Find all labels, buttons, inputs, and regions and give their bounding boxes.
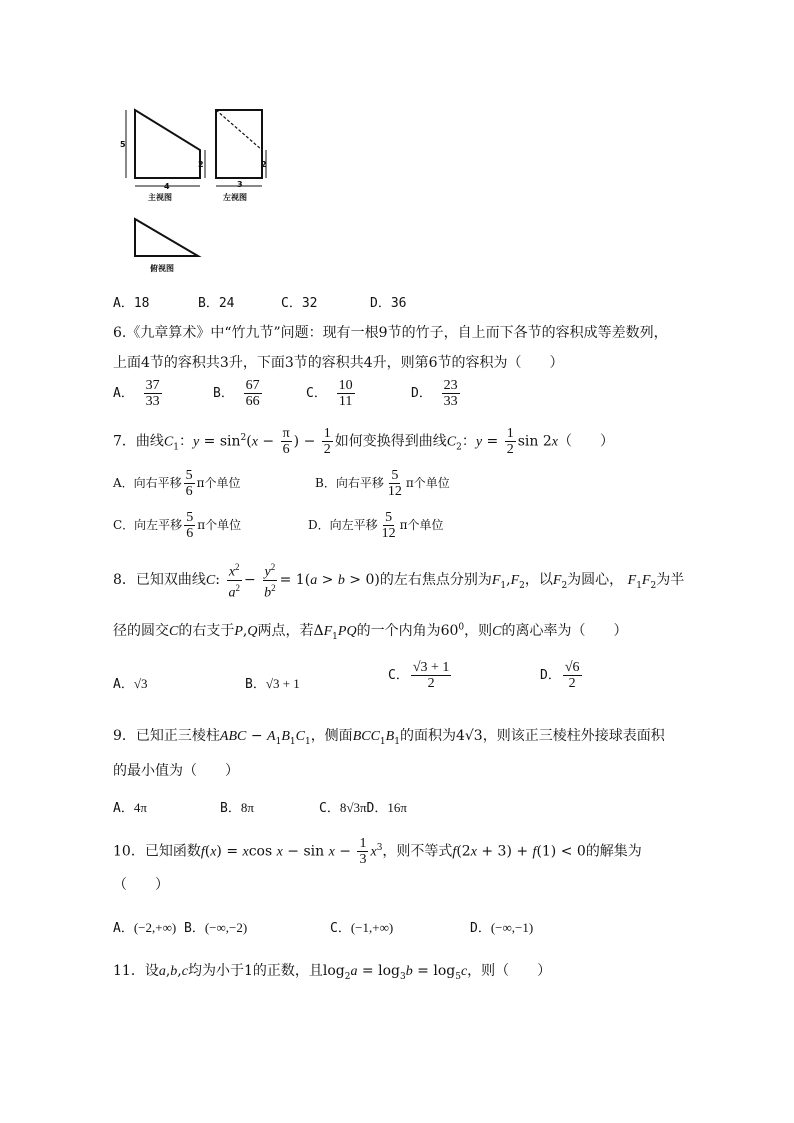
q6-option-a: A． $\frac{37}{33}$ bbox=[113, 378, 160, 409]
q9-option-a: A．4π bbox=[113, 800, 147, 816]
q5-option-a: A．18 bbox=[113, 296, 150, 311]
q7-option-d: D．向左平移 $\frac{5}{12}$ π个单位 bbox=[308, 510, 444, 541]
question-11: 11．设a,b,c均为小于1的正数，且$\log_2a = \log_3b = \log_5c$，则（ ） bbox=[113, 963, 552, 982]
front-view-shape bbox=[135, 110, 200, 178]
three-view-drawing bbox=[118, 104, 288, 280]
q6-option-d: D． $\frac{23}{33}$ bbox=[411, 378, 458, 409]
q7-stem: 7．曲线$C_1$：$y = \sin^2(x$ − $\frac{\pi}{6}$ ) − $\frac{1}{2}$ 如何变换得到曲线$C_2$：y = $\frac{1}{2}$ sin 2x（ ） bbox=[113, 426, 614, 457]
dim-3-label: 3 bbox=[237, 180, 243, 189]
dim-4-label: 4 bbox=[164, 182, 170, 191]
q10-option-d: D．(−∞,−1) bbox=[470, 920, 534, 936]
top-view-label: 俯视图 bbox=[150, 264, 174, 273]
q8-line2: 径的圆交C的右支于P,Q两点，若$\Delta F_1PQ$的一个内角为$60^0$，则C的离心率为（ ） bbox=[113, 622, 628, 642]
q8-line1: 8．已知双曲线C: $\frac{x^2}{a^2}$ − $\frac{y^2}{b^2}$ = 1(a > b > 0)的左右焦点分别为$F_1,F_2$，以$F_2$为圆心， $F_1F_2$为半 bbox=[113, 562, 685, 601]
side-view-label: 左视图 bbox=[223, 193, 247, 202]
dim-2-front-label: 2 bbox=[198, 160, 204, 169]
q7-option-b: B．向右平移 $\frac{5}{12}$ π个单位 bbox=[315, 468, 450, 499]
q5-option-c: C．32 bbox=[281, 296, 318, 311]
q9-line2: 的最小值为（ ） bbox=[113, 763, 239, 779]
q7-option-c: C．向左平移 $\frac{5}{6}$ π个单位 bbox=[113, 510, 242, 541]
q6-option-b: B． $\frac{67}{66}$ bbox=[213, 378, 260, 409]
q8-option-a: A．√3 bbox=[113, 676, 148, 692]
q10-option-c: C．(−1,+∞) bbox=[330, 920, 394, 936]
q9-line1: 9．已知正三棱柱ABC − $A_1B_1C_1$，侧面$BCC_1B_1$的面积为4√3，则该正三棱柱外接球表面积 bbox=[113, 728, 665, 747]
top-view-shape bbox=[135, 219, 198, 256]
q6-line1: 6.《九章算术》中“竹九节”问题：现有一根9节的竹子，自上而下各节的容积成等差数列， bbox=[113, 325, 668, 341]
q8-option-c: C． $\frac{√3 + 1}{2}$ bbox=[388, 660, 450, 691]
q10-line1: 10．已知函数f(x) = xcos x − sin x − $\frac{1}{3}$ $x^3$，则不等式f(2x + 3) + f(1) < 0的解集为 bbox=[113, 836, 642, 867]
q6-option-c: C． $\frac{10}{11}$ bbox=[306, 378, 353, 409]
q5-option-b: B．24 bbox=[198, 296, 235, 311]
q8-option-d: D． $\frac{√6}{2}$ bbox=[540, 660, 580, 691]
q6-line2: 上面4节的容积共3升，下面3节的容积共4升，则第6节的容积为（ ） bbox=[113, 355, 564, 371]
q9-option-c-d: C．8√3πD．16π bbox=[319, 800, 407, 816]
q7-option-a: A．向右平移 $\frac{5}{6}$ π个单位 bbox=[113, 468, 241, 499]
three-view-figure bbox=[118, 104, 288, 280]
dim-2-side-label: 2 bbox=[261, 160, 267, 169]
q5-option-d: D．36 bbox=[370, 296, 407, 311]
dim-5-label: 5 bbox=[120, 140, 126, 149]
q10-paren: （ ） bbox=[113, 877, 169, 893]
front-view-label: 主视图 bbox=[148, 193, 172, 202]
q8-option-b: B．√3 + 1 bbox=[245, 676, 300, 692]
q10-option-a-b: A．(−2,+∞) B．(−∞,−2) bbox=[113, 920, 248, 936]
q9-option-b: B．8π bbox=[220, 800, 254, 816]
